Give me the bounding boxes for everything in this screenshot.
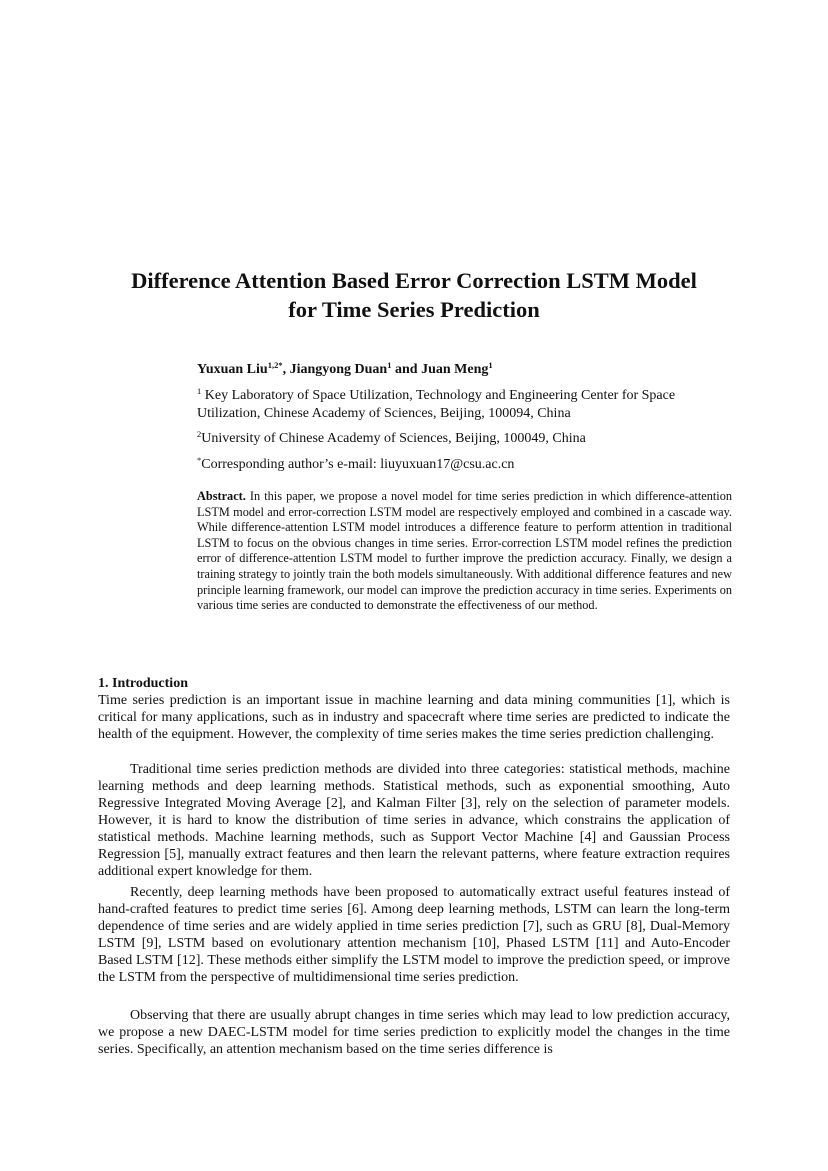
title-line-2: for Time Series Prediction bbox=[288, 297, 540, 322]
affiliation-mark: 1 bbox=[197, 386, 202, 396]
author-affiliation-mark: 1 bbox=[387, 360, 392, 370]
intro-paragraph-1: Time series prediction is an important issue in machine learning and data mining communities [1], which is critical for many applications, such as in industry and spacecraft where time series are predicted to indicate the health of the equipment. However, the complexity of time series makes the time series prediction challenging. bbox=[98, 693, 730, 743]
affiliation-1 bbox=[197, 387, 732, 423]
author-separator: and bbox=[391, 362, 422, 377]
affiliation-mark: 2 bbox=[197, 429, 202, 439]
intro-paragraph-2: Traditional time series prediction methods are divided into three categories: statistical methods, machine learning methods and deep learning methods. Statistical methods, such as exponential smoothing, Auto Regressive Integrated Moving Average [2], and Kalman Filter [3], rely on the selection of parameter models. However, it is hard to know the distribution of time series in advance, which constrains the application of statistical methods. Machine learning methods, such as Support Vector Machine [4] and Gaussian Process Regression [5], manually extract features and then learn the relevant patterns, where feature extraction requires additional expert knowledge for them. bbox=[98, 762, 730, 880]
corresponding-email bbox=[197, 456, 732, 474]
author-name: Juan Meng bbox=[421, 362, 489, 377]
intro-paragraph-4: Observing that there are usually abrupt changes in time series which may lead to low prediction accuracy, we propose a new DAEC-LSTM model for time series prediction to explicitly model the changes in the time series. Specifically, an attention mechanism based on the time series difference is bbox=[98, 1008, 730, 1058]
author-name: Yuxuan Liu bbox=[197, 362, 268, 377]
corresponding-mark: * bbox=[197, 455, 202, 465]
affiliation-2 bbox=[197, 430, 732, 448]
abstract-text: In this paper, we propose a novel model for time series prediction in which difference-attention LSTM model and error-correction LSTM model are respectively employed and combined in a cascade way. While difference-attention LSTM model introduces a difference feature to perform attention in traditional LSTM to focus on the obvious changes in time series. Error-correction LSTM model refines the prediction error of difference-attention LSTM model to further improve the prediction accuracy. Finally, we design a training strategy to jointly train the both models simultaneously. With additional difference features and new principle learning framework, our model can improve the prediction accuracy in time series. Experiments on various time series are conducted to demonstrate the effectiveness of our method. bbox=[197, 489, 732, 613]
affiliation-text: Key Laboratory of Space Utilization, Technology and Engineering Center for Space Utilization, Chinese Academy of Sciences, Beijing, 100094, China bbox=[197, 388, 676, 421]
intro-paragraph-3: Recently, deep learning methods have been proposed to automatically extract useful features instead of hand-crafted features to predict time series [6]. Among deep learning methods, LSTM can learn the long-term dependence of time series and are widely applied in time series prediction [7], such as GRU [8], Dual-Memory LSTM [9], LSTM based on evolutionary attention mechanism [10], Phased LSTM [11] and Auto-Encoder Based LSTM [12]. These methods either simplify the LSTM model to improve the prediction speed, or improve the LSTM from the perspective of multidimensional time series prediction. bbox=[98, 885, 730, 986]
abstract bbox=[197, 489, 732, 614]
email-text: Corresponding author’s e-mail: liuyuxuan17@csu.ac.cn bbox=[201, 457, 515, 472]
section-heading-introduction: 1. Introduction bbox=[98, 676, 188, 691]
abstract-label: Abstract. bbox=[197, 489, 246, 503]
author-affiliation-mark: 1 bbox=[488, 360, 493, 370]
author-list bbox=[197, 361, 732, 379]
author-name: Jiangyong Duan bbox=[289, 362, 388, 377]
author-separator: , bbox=[282, 362, 290, 377]
affiliation-text: University of Chinese Academy of Sciences, Beijing, 100049, China bbox=[201, 431, 586, 446]
author-affiliation-mark: 1,2* bbox=[267, 360, 283, 370]
title-line-1: Difference Attention Based Error Correction LSTM Model bbox=[131, 268, 697, 293]
paper-title bbox=[90, 266, 738, 324]
